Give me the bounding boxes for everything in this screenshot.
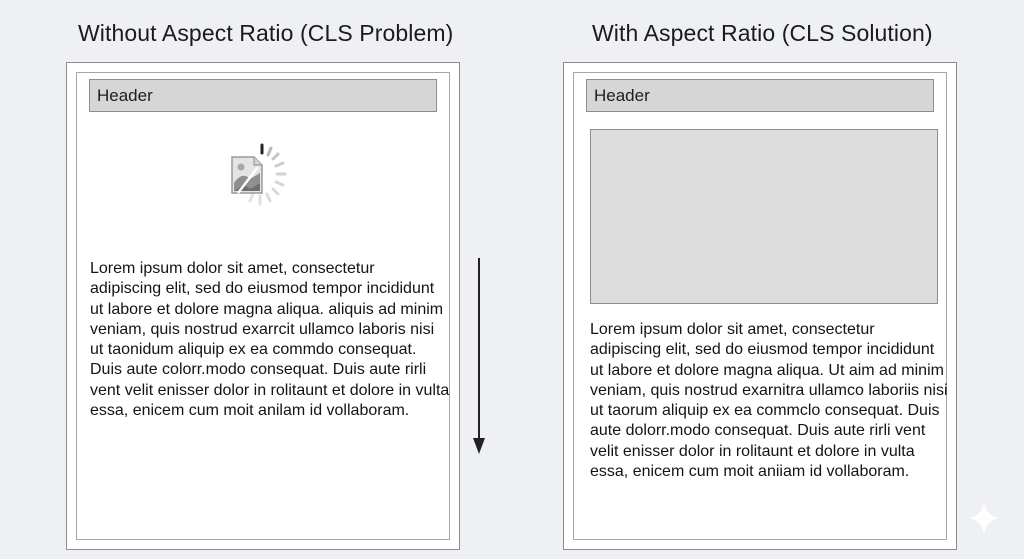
right-page-mockup <box>563 62 957 550</box>
sparkle-icon <box>966 500 1002 536</box>
right-page-content <box>573 72 947 540</box>
right-header-bar: Header <box>586 79 934 112</box>
down-arrow-icon <box>472 258 486 456</box>
left-body-text: Lorem ipsum dolor sit amet, consectetur adipiscing elit, sed do eiusmod tempor incididunt ut labore et dolore magna aliqua. aliquis ad minim veniam, quis nostrud exarrcit ullamco laboris nisi ut taonidum aliquip ex ea commdo consequat. Duis aute colorr.modo consequat. Duis aute rirli vent velit enisser dolor in rolitaunt et dolore in vulta essa, enicem cum moit anilam id vollaboram. <box>90 260 450 420</box>
right-panel-title: With Aspect Ratio (CLS Solution) <box>592 20 933 46</box>
image-loading-spinner-icon <box>228 143 292 213</box>
left-header-bar: Header <box>89 79 437 112</box>
right-body-text: Lorem ipsum dolor sit amet, consectetur adipiscing elit, sed do eiusmod tempor incididunt ut labore et dolore magna aliqua. Ut aim ad minim veniam, quis nostrud exarnitra ullamco laboriis nisi ut taorum aliquip ex ea commclo consequat. Duis aute dolorr.modo consequat. Duis aute rirli vent velit enisser dolor in rolitaunt et dolore in vulta essa, enicem cum moit aniiam id vollaboram. <box>590 321 948 481</box>
left-page-mockup <box>66 62 460 550</box>
left-panel-title: Without Aspect Ratio (CLS Problem) <box>78 20 454 46</box>
left-page-content <box>76 72 450 540</box>
reserved-image-placeholder <box>590 129 938 304</box>
